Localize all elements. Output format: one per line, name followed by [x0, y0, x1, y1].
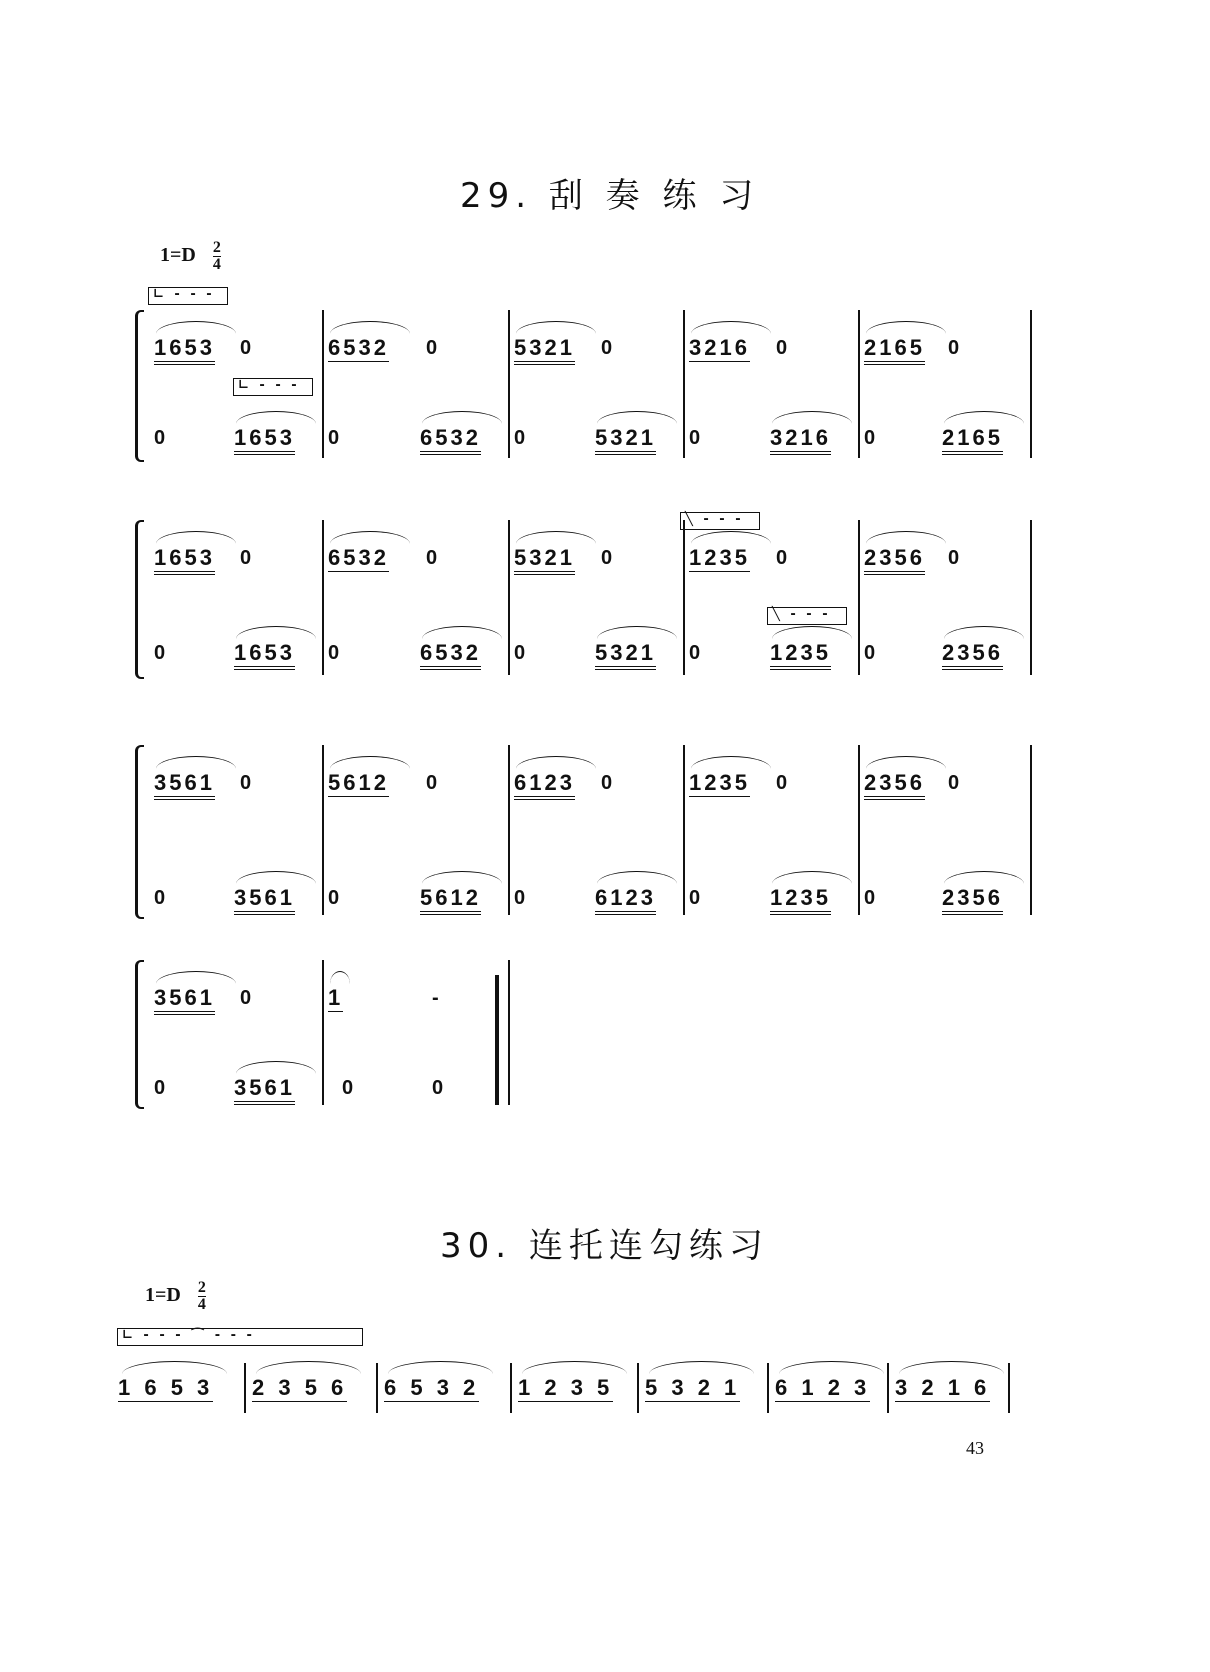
lower-notes [595, 425, 656, 451]
measure-notes [384, 1375, 479, 1401]
upper-notes [154, 335, 215, 361]
time-signature-30: $\frac{2}{4}$ [197, 1279, 206, 1313]
note-group: 5321 [595, 640, 656, 670]
rest-mark: 0 [601, 772, 613, 794]
rest-mark: 0 [776, 772, 788, 794]
slur-mark [422, 626, 502, 639]
note-group: 5321 [514, 335, 575, 365]
note-group: 1653 [154, 545, 215, 575]
note-group: 2 3 5 6 [252, 1375, 348, 1400]
note-group: 1235 [689, 770, 750, 795]
barline [322, 960, 324, 1105]
slur-mark [236, 1061, 316, 1074]
slur-mark [330, 531, 410, 544]
rest-mark: 0 [864, 427, 876, 449]
note-group: 3 2 1 6 [895, 1375, 991, 1400]
system-bracket [135, 520, 144, 679]
page-number: 43 [966, 1438, 984, 1458]
barline [508, 745, 510, 915]
upper-notes [154, 770, 215, 796]
lower-notes [942, 885, 1003, 911]
note-group: 6532 [420, 640, 481, 670]
note-group: 6123 [514, 770, 575, 800]
barline [244, 1363, 246, 1413]
rest-mark: 0 [426, 547, 438, 569]
note-group: 6 5 3 2 [384, 1375, 480, 1400]
barline [322, 745, 324, 915]
note-group: 1653 [234, 425, 295, 455]
slur-mark [156, 531, 236, 544]
barline [1030, 745, 1032, 915]
slur-mark [944, 871, 1024, 884]
measure-notes [518, 1375, 613, 1401]
rest-mark: 0 [328, 887, 340, 909]
rest-mark: 0 [154, 642, 166, 664]
note-group: 1235 [770, 885, 831, 915]
rest-mark: 0 [948, 547, 960, 569]
note-group: 1 [328, 985, 344, 1010]
upper-notes [864, 770, 925, 796]
note-group: 6532 [420, 425, 481, 455]
rest-mark: 0 [154, 1077, 166, 1099]
slur-mark [516, 321, 596, 334]
slur-mark [516, 531, 596, 544]
rest-mark: 0 [514, 642, 526, 664]
slur-mark [330, 971, 350, 984]
rest-mark: 0 [689, 887, 701, 909]
barline [322, 520, 324, 675]
note-group: 6532 [328, 545, 389, 570]
rest-mark: 0 [514, 887, 526, 909]
lower-notes [595, 885, 656, 911]
note-group: 3561 [154, 770, 215, 800]
key-signature-29: 1=D $\frac{2}{4}$ [160, 239, 221, 273]
barline [510, 1363, 512, 1413]
lower-notes [942, 640, 1003, 666]
upper-notes [514, 335, 575, 361]
barline [637, 1363, 639, 1413]
slur-mark [156, 321, 236, 334]
slur-mark [236, 626, 316, 639]
note-group: 1653 [234, 640, 295, 670]
slur-mark [422, 871, 502, 884]
note-group: 5 3 2 1 [645, 1375, 741, 1400]
slur-mark [330, 756, 410, 769]
barline [858, 310, 860, 458]
barline [767, 1363, 769, 1413]
upper-notes [514, 545, 575, 571]
note-group: 1 6 5 3 [118, 1375, 214, 1400]
fingering-mark: ╲ - - - [767, 607, 847, 625]
barline [1030, 520, 1032, 675]
rest-mark: 0 [689, 427, 701, 449]
slur-mark [156, 756, 236, 769]
note-group: 3561 [234, 885, 295, 915]
rest-mark: 0 [342, 1077, 354, 1099]
barline [1008, 1363, 1010, 1413]
key-signature-30: 1=D $\frac{2}{4}$ [145, 1279, 206, 1313]
barline [508, 310, 510, 458]
upper-notes [328, 335, 389, 361]
lower-notes [234, 1075, 295, 1101]
barline [683, 310, 685, 458]
measure-notes [252, 1375, 347, 1401]
rest-mark: 0 [426, 337, 438, 359]
slur-mark [330, 321, 410, 334]
note-group: 2356 [942, 885, 1003, 915]
barline [1030, 310, 1032, 458]
note-group: 1653 [154, 335, 215, 365]
lower-notes [234, 885, 295, 911]
rest-mark: 0 [689, 642, 701, 664]
upper-notes [328, 985, 343, 1011]
slur-mark [388, 1361, 493, 1374]
lower-notes [770, 640, 831, 666]
slur-mark [772, 871, 852, 884]
rest-mark: 0 [240, 987, 252, 1009]
slur-mark [772, 626, 852, 639]
upper-notes [514, 770, 575, 796]
slur-mark [649, 1361, 754, 1374]
rest-mark: 0 [154, 427, 166, 449]
slur-mark [597, 871, 677, 884]
lower-notes [942, 425, 1003, 451]
note-group: 2165 [942, 425, 1003, 455]
fingering-mark: ∟ - - - [148, 287, 228, 305]
rest-mark: 0 [776, 547, 788, 569]
upper-notes [154, 545, 215, 571]
barline [376, 1363, 378, 1413]
rest-mark: 0 [328, 427, 340, 449]
system-bracket [135, 745, 144, 919]
lower-notes [234, 425, 295, 451]
barline [858, 745, 860, 915]
barline [683, 520, 685, 675]
rest-mark: 0 [240, 337, 252, 359]
upper-notes [689, 545, 750, 571]
upper-notes [689, 335, 750, 361]
rest-mark: 0 [240, 547, 252, 569]
barline [683, 745, 685, 915]
measure-notes [775, 1375, 870, 1401]
slur-mark [516, 756, 596, 769]
note-group: 3216 [770, 425, 831, 455]
slur-mark [422, 411, 502, 424]
rest-mark: 0 [601, 337, 613, 359]
upper-notes [864, 335, 925, 361]
rest-mark: 0 [514, 427, 526, 449]
slur-mark [944, 626, 1024, 639]
slur-mark [597, 411, 677, 424]
slur-mark [597, 626, 677, 639]
note-group: 1 2 3 5 [518, 1375, 614, 1400]
slur-mark [522, 1361, 627, 1374]
note-group: 5321 [514, 545, 575, 575]
rest-mark: 0 [426, 772, 438, 794]
note-group: 3561 [154, 985, 215, 1015]
slur-mark [866, 756, 946, 769]
lower-notes [420, 425, 481, 451]
upper-notes [689, 770, 750, 796]
lower-notes [770, 885, 831, 911]
note-group: 2356 [864, 545, 925, 575]
measure-notes [895, 1375, 990, 1401]
time-signature-29: $\frac{2}{4}$ [212, 239, 221, 273]
slur-mark [691, 531, 771, 544]
rest-mark: 0 [776, 337, 788, 359]
note-group: 6123 [595, 885, 656, 915]
slur-mark [156, 971, 236, 984]
note-group: 2165 [864, 335, 925, 365]
hold-dash: - [432, 987, 439, 1009]
slur-mark [944, 411, 1024, 424]
lower-notes [770, 425, 831, 451]
rest-mark: 0 [864, 887, 876, 909]
fingering-mark-30: ∟ - - - ⌒ - - - [117, 1328, 363, 1346]
note-group: 2356 [864, 770, 925, 800]
rest-mark: 0 [864, 642, 876, 664]
barline [887, 1363, 889, 1413]
rest-mark: 0 [601, 547, 613, 569]
barline [858, 520, 860, 675]
rest-mark: 0 [328, 642, 340, 664]
barline [322, 310, 324, 458]
note-group: 6532 [328, 335, 389, 360]
note-group: 1235 [770, 640, 831, 670]
rest-mark: 0 [240, 772, 252, 794]
note-group: 5321 [595, 425, 656, 455]
lower-notes [420, 640, 481, 666]
rest-mark: 0 [948, 337, 960, 359]
upper-notes [864, 545, 925, 571]
slur-mark [256, 1361, 361, 1374]
fingering-mark: ╲ - - - [680, 512, 760, 530]
upper-notes [328, 770, 389, 796]
note-group: 6 1 2 3 [775, 1375, 871, 1400]
slur-mark [899, 1361, 1004, 1374]
upper-notes [154, 985, 215, 1011]
lower-notes [234, 640, 295, 666]
rest-mark: 0 [432, 1077, 444, 1099]
lower-notes [420, 885, 481, 911]
slur-mark [779, 1361, 884, 1374]
measure-notes [645, 1375, 740, 1401]
system-bracket [135, 960, 144, 1109]
fingering-mark: ∟ - - - [233, 378, 313, 396]
slur-mark [236, 871, 316, 884]
slur-mark [236, 411, 316, 424]
upper-notes [328, 545, 389, 571]
note-group: 1235 [689, 545, 750, 570]
slur-mark [691, 321, 771, 334]
exercise-29-title: 29. 刮 奏 练 习 [460, 176, 760, 216]
note-group: 3561 [234, 1075, 295, 1105]
barline [508, 520, 510, 675]
final-barline [495, 975, 499, 1105]
note-group: 5612 [328, 770, 389, 795]
slur-mark [772, 411, 852, 424]
slur-mark [122, 1361, 227, 1374]
note-group: 3216 [689, 335, 750, 360]
measure-notes [118, 1375, 213, 1401]
system-bracket [135, 310, 144, 462]
note-group: 2356 [942, 640, 1003, 670]
note-group: 5612 [420, 885, 481, 915]
slur-mark [866, 531, 946, 544]
lower-notes [595, 640, 656, 666]
slur-mark [691, 756, 771, 769]
rest-mark: 0 [154, 887, 166, 909]
rest-mark: 0 [948, 772, 960, 794]
barline [508, 960, 510, 1105]
slur-mark [866, 321, 946, 334]
exercise-30-title: 30. 连托连勾练习 [440, 1226, 769, 1266]
